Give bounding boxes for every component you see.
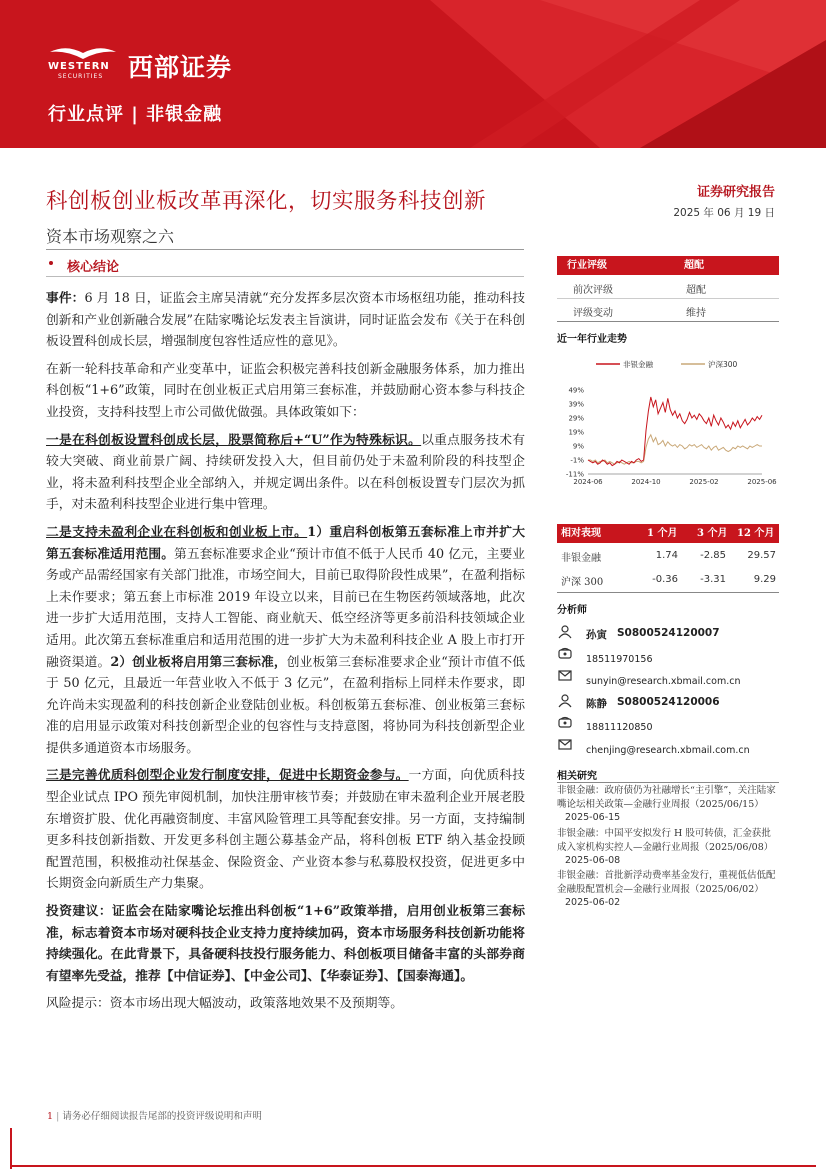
related-title: 相关研究 bbox=[557, 771, 597, 782]
phone-icon bbox=[558, 647, 572, 659]
perf-row-name: 非银金融 bbox=[561, 553, 601, 564]
analysts-title: 分析师 bbox=[557, 605, 587, 616]
divider bbox=[557, 298, 779, 299]
rating-prev-value: 超配 bbox=[686, 285, 706, 296]
perf-row-1m: 1.74 bbox=[655, 550, 678, 561]
analyst-id: S0800524120007 bbox=[617, 627, 720, 639]
perf-row-3m: -3.31 bbox=[700, 574, 726, 585]
perf-header-3m: 3 个月 bbox=[697, 528, 728, 539]
policy-2-sub1-lead: 1）重启科创板第五套标准上市并扩大第五套标准适用范围。 bbox=[46, 524, 526, 562]
rating-prev-label: 前次评级 bbox=[573, 285, 613, 296]
x-tick-label: 2025-06 bbox=[747, 478, 777, 486]
rating-change-value: 维持 bbox=[686, 308, 706, 319]
perf-header-1m: 1 个月 bbox=[647, 528, 678, 539]
body-text bbox=[46, 288, 525, 1021]
divider bbox=[557, 782, 779, 783]
paragraph-policy-3 bbox=[46, 765, 525, 895]
analyst-name: 孙寅 bbox=[586, 629, 607, 641]
rating-header bbox=[557, 256, 779, 275]
perf-row-12m: 9.29 bbox=[753, 574, 776, 585]
y-tick-label: 29% bbox=[568, 414, 584, 423]
investment-lead: 投资建议： bbox=[46, 904, 113, 920]
header-banner bbox=[0, 0, 826, 148]
legend-label: 沪深300 bbox=[708, 360, 738, 369]
divider bbox=[557, 592, 779, 593]
chart-lines bbox=[588, 397, 762, 466]
rating-change-label: 评级变动 bbox=[573, 308, 613, 319]
y-tick-label: 19% bbox=[568, 428, 584, 437]
trend-title: 近一年行业走势 bbox=[557, 334, 627, 345]
mail-icon bbox=[558, 739, 572, 750]
policy-2-sub2-text: 创业板第三套标准要求企业“预计市值不低于 50 亿元，且最近一年营业收入不低于 3 亿元”，在盈利指标上同样未作要求，即允许尚未实现盈利的科技创新企业登陆创业板。科创板第五套标准、创业板第三套标准的启用显示政策对科技创新型企业的包容性与支持意图，将协同为科技创新型企业提供多通道资本市场服务。 bbox=[46, 654, 525, 756]
related-item-date: 2025-06-08 bbox=[565, 855, 621, 866]
policy-1-text: 以重点服务技术有较大突破、商业前景广阔、持续研发投入大，但目前仍处于未盈利阶段的科技型企业，将未盈利科技型企业全部纳入，并规定调出条件。以在科创板设置专门层次为抓手，对未盈利科技型企业进行集中管理。 bbox=[46, 432, 525, 513]
divider bbox=[557, 321, 779, 322]
report-category: 行业点评 | 非银金融 bbox=[48, 104, 223, 125]
related-item-text: 非银金融：首批新浮动费率基金发行，重视低估低配金融股配置机会—金融行业周报（2025/06/02） bbox=[557, 870, 776, 895]
perf-row-12m: 29.57 bbox=[747, 550, 776, 561]
analyst-id: S0800524120006 bbox=[617, 696, 720, 708]
chart-legend bbox=[596, 359, 738, 369]
y-tick-label: 39% bbox=[568, 400, 584, 409]
paragraph-policy-2 bbox=[46, 522, 525, 760]
paragraph-event bbox=[46, 288, 525, 353]
policy-2-sub2-lead: 2）创业板将启用第三套标准， bbox=[110, 654, 287, 670]
risk-text: 风险提示：资本市场出现大幅波动，政策落地效果不及预期等。 bbox=[46, 996, 403, 1012]
y-tick-label: 9% bbox=[572, 442, 584, 451]
y-axis bbox=[566, 387, 762, 479]
trend-chart bbox=[556, 352, 778, 494]
paragraph-risk bbox=[46, 993, 525, 1015]
x-axis bbox=[573, 478, 777, 486]
related-item-date: 2025-06-02 bbox=[565, 897, 621, 908]
context-text: 在新一轮科技革命和产业变革中，证监会积极完善科技创新金融服务体系，加力推出科创板“1+6”政策，同时在创业板正式启用第三套标准，并鼓励耐心资本参与科技企业投资，支持科技型上市公司做优做强。具体政策如下： bbox=[46, 361, 525, 420]
y-tick-label: 49% bbox=[568, 386, 584, 395]
logo-horns-icon bbox=[48, 46, 118, 62]
related-item-date: 2025-06-15 bbox=[565, 812, 621, 823]
rating-header-label: 行业评级 bbox=[567, 260, 607, 271]
divider bbox=[46, 249, 524, 250]
logo-english-sub: SECURITIES bbox=[58, 73, 104, 80]
footer-accent-bar bbox=[10, 1128, 12, 1169]
policy-2-lead: 二是支持未盈利企业在科创板和创业板上市。 bbox=[46, 524, 308, 540]
related-item-text: 非银金融：政府债仍为社融增长“主引擎”，关注陆家嘴论坛相关政策—金融行业周报（2025/06/15） bbox=[557, 785, 776, 810]
person-icon bbox=[558, 625, 572, 639]
analyst-email[interactable]: sunyin@research.xbmail.com.cn bbox=[586, 676, 741, 687]
divider bbox=[46, 276, 524, 277]
perf-header-name: 相对表现 bbox=[561, 528, 601, 539]
event-text: 6 月 18 日，证监会主席吴清就“充分发挥多层次资本市场枢纽功能，推动科技创新和产业创新融合发展”在陆家嘴论坛发表主旨演讲，同时证监会发布《关于在科创板设置科创成长层，增强制度包容性适应性的意见》。 bbox=[46, 291, 525, 350]
report-date: 2025 年 06 月 19 日 bbox=[673, 207, 775, 219]
perf-row-name: 沪深 300 bbox=[561, 577, 604, 588]
series-line bbox=[588, 397, 762, 466]
perf-row-1m: -0.36 bbox=[652, 574, 678, 585]
y-tick-label: -1% bbox=[570, 456, 584, 465]
policy-1-lead: 一是在科创板设置科创成长层，股票简称后+“U”作为特殊标识。 bbox=[46, 432, 422, 448]
page-number: 1 bbox=[47, 1111, 54, 1122]
policy-3-text: 一方面，向优质科技型企业试点 IPO 预先审阅机制，加快注册审核节奏；并鼓励在审未盈利企业开展老股东增资扩股、优化再融资制度、丰富风险管理工具等配套安排。另一方面，支持编制更多科技创新指数、开发更多科创主题公募基金产品，将科创板 ETF 纳入基金投顾配置范围，积极推动社保基金、保险资金、产业资本参与私募股权投资，促进更多中长期资金向新质生产力集聚。 bbox=[46, 768, 526, 892]
logo-chinese: 西部证券 bbox=[128, 53, 233, 82]
x-tick-label: 2025-02 bbox=[689, 478, 719, 486]
investment-text: 证监会在陆家嘴论坛推出科创板“1+6”政策举措，启用创业板第三套标准，标志着资本市场对硬科技企业支持力度持续加码，资本市场服务科技创新功能将持续强化。在此背景下，具备硬科技投行服务能力、科创板项目储备丰富的头部券商有望率先受益，推荐【中信证券】、【中金公司】、【华泰证券】、【国泰海通】。 bbox=[46, 904, 525, 984]
perf-row-3m: -2.85 bbox=[700, 550, 726, 561]
person-icon bbox=[558, 694, 572, 708]
analyst-email[interactable]: chenjing@research.xbmail.com.cn bbox=[586, 745, 750, 756]
rating-header-value: 超配 bbox=[684, 260, 704, 271]
report-title: 科创板创业板改革再深化，切实服务科技创新 bbox=[46, 189, 487, 214]
paragraph-investment bbox=[46, 901, 525, 987]
analyst-name: 陈静 bbox=[586, 698, 607, 710]
related-item[interactable] bbox=[557, 784, 779, 825]
footer-accent-line bbox=[10, 1165, 816, 1167]
x-tick-label: 2024-10 bbox=[631, 478, 661, 486]
key-conclusion-label: 核心结论 bbox=[67, 260, 120, 275]
policy-2-sub1-text: 第五套标准要求企业“预计市值不低于人民币 40 亿元，主要业务或产品需经国家有关部门批准，市场空间大，目前已取得阶段性成果”，在盈利指标上未作要求；第五套上市标准 2019 年设立以来，目前已在生物医药领域落地，此次进一步扩大适用范围，支持人工智能、商业航天、低空经济等更多前沿科技领域企业适用。此次第五套标准重启和适用范围的进一步扩大为未盈利科技企业 A 股上市打开融资渠道。 bbox=[46, 546, 525, 670]
report-subtitle: 资本市场观察之六 bbox=[46, 227, 175, 246]
perf-header-12m: 12 个月 bbox=[737, 528, 775, 539]
related-item-text: 非银金融：中国平安拟发行 H 股可转债，汇金获批成入家机构实控人—金融行业周报（2025/06/08） bbox=[557, 828, 774, 853]
paragraph-policy-1 bbox=[46, 430, 525, 516]
paragraph-context bbox=[46, 359, 525, 424]
related-item[interactable] bbox=[557, 827, 779, 868]
related-item[interactable] bbox=[557, 869, 779, 910]
analyst-phone: 18811120850 bbox=[586, 722, 653, 733]
footer-disclaimer: 1 | 请务必仔细阅读报告尾部的投资评级说明和声明 bbox=[47, 1111, 262, 1122]
policy-3-lead: 三是完善优质科创型企业发行制度安排，促进中长期资金参与。 bbox=[46, 768, 409, 784]
footer-text: 请务必仔细阅读报告尾部的投资评级说明和声明 bbox=[62, 1111, 262, 1122]
x-tick-label: 2024-06 bbox=[573, 478, 603, 486]
legend-label: 非银金融 bbox=[623, 360, 653, 369]
series-line bbox=[588, 435, 762, 464]
mail-icon bbox=[558, 670, 572, 681]
analyst-phone: 18511970156 bbox=[586, 654, 653, 665]
event-lead: 事件： bbox=[46, 291, 85, 306]
logo-english: WESTERN bbox=[48, 61, 110, 72]
phone-icon bbox=[558, 716, 572, 728]
performance-header bbox=[557, 524, 779, 543]
bullet-dot bbox=[49, 261, 53, 265]
y-tick-label: -11% bbox=[565, 470, 584, 479]
report-type: 证券研究报告 bbox=[696, 185, 775, 200]
